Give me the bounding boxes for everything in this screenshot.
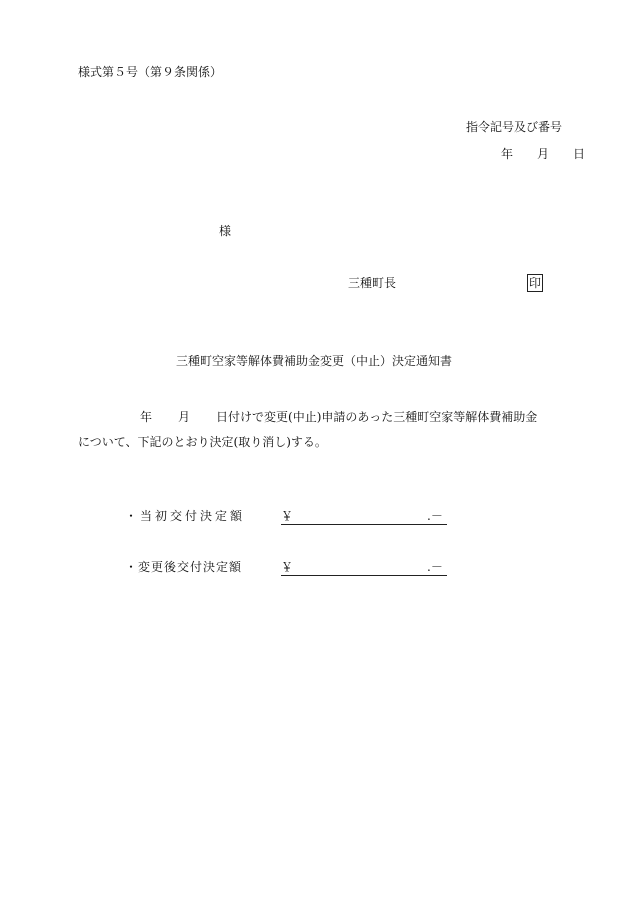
- amount-row-initial: [125, 510, 447, 525]
- amount-field: [281, 561, 447, 576]
- recipient-honorific: 様: [219, 224, 232, 238]
- document-title: 三種町空家等解体費補助金変更（中止）決定通知書: [176, 354, 453, 368]
- body-month: 月: [178, 410, 191, 424]
- date-month: 月: [537, 147, 550, 161]
- date-year: 年: [501, 147, 514, 161]
- amount-suffix: .－: [427, 509, 443, 523]
- body-line2: について、下記のとおり決定(取り消し)する。: [78, 435, 327, 449]
- issue-date: [477, 148, 585, 160]
- issuer-name: 三種町長: [348, 276, 397, 290]
- body-paragraph: [78, 405, 568, 455]
- amount-suffix: .－: [427, 560, 443, 574]
- amount-row-changed: [125, 561, 447, 576]
- date-day: 日: [573, 147, 586, 161]
- form-number: 様式第５号（第９条関係）: [78, 65, 223, 79]
- amount-label: ・当初交付決定額: [125, 509, 246, 523]
- reference-number-label: 指令記号及び番号: [466, 120, 563, 134]
- body-line1: 日付けで変更(中止)申請のあった三種町空家等解体費補助金: [216, 410, 538, 424]
- yen-sign: ￥: [281, 509, 294, 523]
- seal-stamp: 印: [529, 276, 542, 290]
- amount-field: [281, 510, 447, 525]
- body-year: 年: [140, 410, 153, 424]
- amount-label: ・変更後交付決定額: [125, 560, 243, 574]
- yen-sign: ￥: [281, 560, 294, 574]
